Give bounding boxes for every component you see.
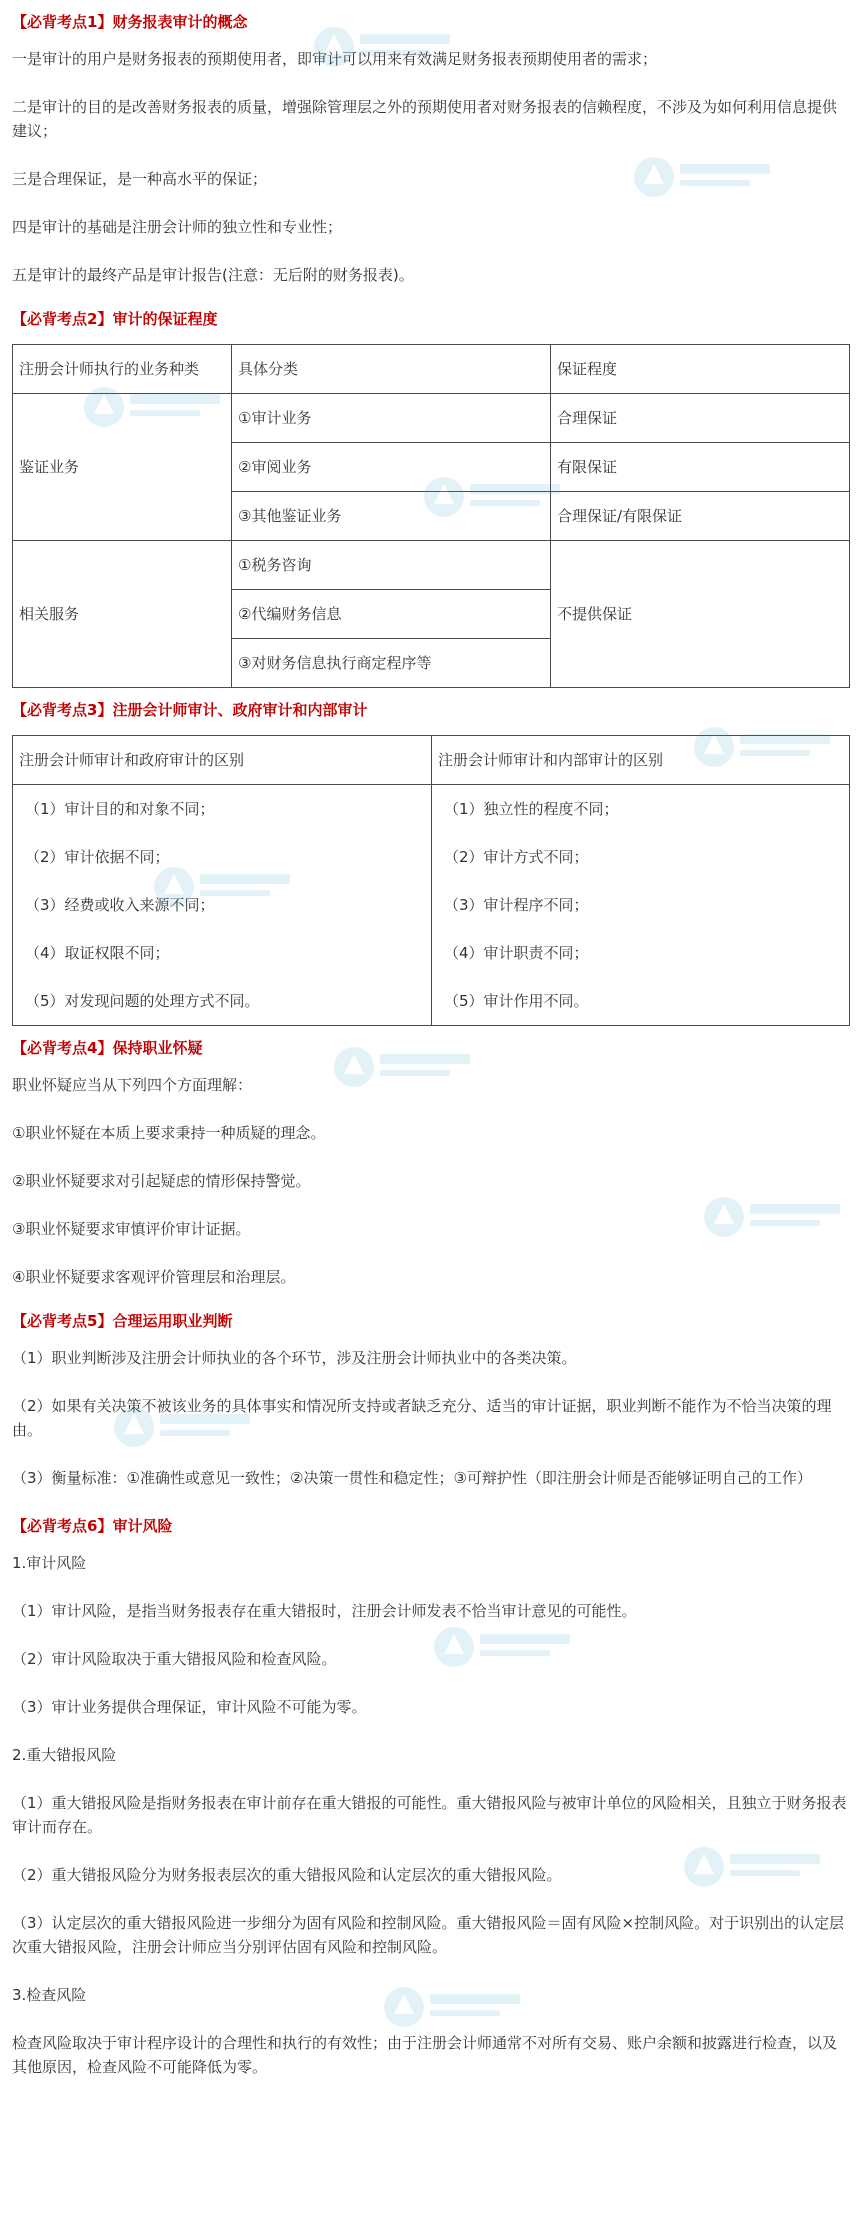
table-cell: 不提供保证	[551, 541, 850, 688]
paragraph: （2）重大错报风险分为财务报表层次的重大错报风险和认定层次的重大错报风险。	[12, 1866, 562, 1884]
section-title-6: 【必背考点6】审计风险	[12, 1517, 173, 1535]
table-cell: 合理保证	[551, 394, 850, 443]
paragraph: （2）如果有关决策不被该业务的具体事实和情况所支持或者缺乏充分、适当的审计证据，职业判断不能作为不恰当决策的理由。	[12, 1397, 832, 1439]
paragraph: ④职业怀疑要求客观评价管理层和治理层。	[12, 1268, 296, 1286]
list-item: （2）审计依据不同；	[25, 848, 170, 866]
table-header-cell: 注册会计师审计和政府审计的区别	[13, 736, 432, 785]
paragraph: 五是审计的最终产品是审计报告(注意：无后附的财务报表)。	[12, 266, 414, 284]
table-row	[13, 785, 850, 1026]
list-item: （1）审计目的和对象不同；	[25, 800, 215, 818]
paragraph: ②职业怀疑要求对引起疑虑的情形保持警觉。	[12, 1172, 311, 1190]
table-cell: 合理保证/有限保证	[551, 492, 850, 541]
table-cell: ②审阅业务	[232, 443, 551, 492]
table-cell: ①税务咨询	[232, 541, 551, 590]
table-cell-list	[13, 785, 432, 1026]
paragraph: 检查风险取决于审计程序设计的合理性和执行的有效性；由于注册会计师通常不对所有交易、账户余额和披露进行检查，以及其他原因，检查风险不可能降低为零。	[12, 2034, 838, 2076]
list-item: （4）取证权限不同；	[25, 944, 170, 962]
subheading: 2.重大错报风险	[12, 1746, 117, 1764]
section-title-1: 【必背考点1】财务报表审计的概念	[12, 13, 248, 31]
list-item: （5）对发现问题的处理方式不同。	[25, 992, 260, 1010]
assurance-level-table	[12, 344, 850, 688]
paragraph: 职业怀疑应当从下列四个方面理解：	[12, 1076, 253, 1094]
paragraph: ③职业怀疑要求审慎评价审计证据。	[12, 1220, 251, 1238]
table-row	[13, 541, 850, 590]
subheading: 1.审计风险	[12, 1554, 87, 1572]
paragraph: 二是审计的目的是改善财务报表的质量，增强除管理层之外的预期使用者对财务报表的信赖程度，不涉及为如何利用信息提供建议；	[12, 98, 838, 140]
paragraph: （1）重大错报风险是指财务报表在审计前存在重大错报的可能性。重大错报风险与被审计单位的风险相关，且独立于财务报表审计而存在。	[12, 1794, 847, 1836]
table-cell: 有限保证	[551, 443, 850, 492]
article-body	[12, 0, 851, 2103]
list-item: （3）经费或收入来源不同；	[25, 896, 215, 914]
list-item: （4）审计职责不同；	[444, 944, 589, 962]
paragraph: （3）衡量标准：①准确性或意见一致性；②决策一贯性和稳定性；③可辩护性（即注册会计师是否能够证明自己的工作）	[12, 1469, 812, 1487]
section-title-2: 【必背考点2】审计的保证程度	[12, 310, 218, 328]
list-item: （1）独立性的程度不同；	[444, 800, 619, 818]
paragraph: 三是合理保证，是一种高水平的保证；	[12, 170, 268, 188]
table-cell-type: 相关服务	[13, 541, 232, 688]
subheading: 3.检查风险	[12, 1986, 87, 2004]
audit-comparison-table	[12, 735, 850, 1026]
paragraph: （3）认定层次的重大错报风险进一步细分为固有风险和控制风险。重大错报风险＝固有风险×控制风险。对于识别出的认定层次重大错报风险，注册会计师应当分别评估固有风险和控制风险。	[12, 1914, 845, 1956]
list-item: （2）审计方式不同；	[444, 848, 589, 866]
table-header-cell: 保证程度	[551, 345, 850, 394]
table-header-row	[13, 736, 850, 785]
table-header-cell: 注册会计师执行的业务种类	[13, 345, 232, 394]
paragraph: （3）审计业务提供合理保证，审计风险不可能为零。	[12, 1698, 367, 1716]
section-title-4: 【必背考点4】保持职业怀疑	[12, 1039, 203, 1057]
paragraph: 一是审计的用户是财务报表的预期使用者，即审计可以用来有效满足财务报表预期使用者的需求；	[12, 50, 658, 68]
table-cell-type: 鉴证业务	[13, 394, 232, 541]
section-title-3: 【必背考点3】注册会计师审计、政府审计和内部审计	[12, 701, 368, 719]
list-item: （3）审计程序不同；	[444, 896, 589, 914]
table-cell: ③对财务信息执行商定程序等	[232, 639, 551, 688]
paragraph: ①职业怀疑在本质上要求秉持一种质疑的理念。	[12, 1124, 326, 1142]
paragraph: （1）职业判断涉及注册会计师执业的各个环节，涉及注册会计师执业中的各类决策。	[12, 1349, 577, 1367]
table-cell: ③其他鉴证业务	[232, 492, 551, 541]
section-title-5: 【必背考点5】合理运用职业判断	[12, 1312, 233, 1330]
paragraph: （1）审计风险，是指当财务报表存在重大错报时，注册会计师发表不恰当审计意见的可能性。	[12, 1602, 637, 1620]
table-cell-list	[432, 785, 850, 1026]
paragraph: 四是审计的基础是注册会计师的独立性和专业性；	[12, 218, 343, 236]
table-header-row	[13, 345, 850, 394]
paragraph: （2）审计风险取决于重大错报风险和检查风险。	[12, 1650, 337, 1668]
table-header-cell: 具体分类	[232, 345, 551, 394]
table-row	[13, 394, 850, 443]
list-item: （5）审计作用不同。	[444, 992, 589, 1010]
table-cell: ①审计业务	[232, 394, 551, 443]
table-header-cell: 注册会计师审计和内部审计的区别	[432, 736, 850, 785]
table-cell: ②代编财务信息	[232, 590, 551, 639]
